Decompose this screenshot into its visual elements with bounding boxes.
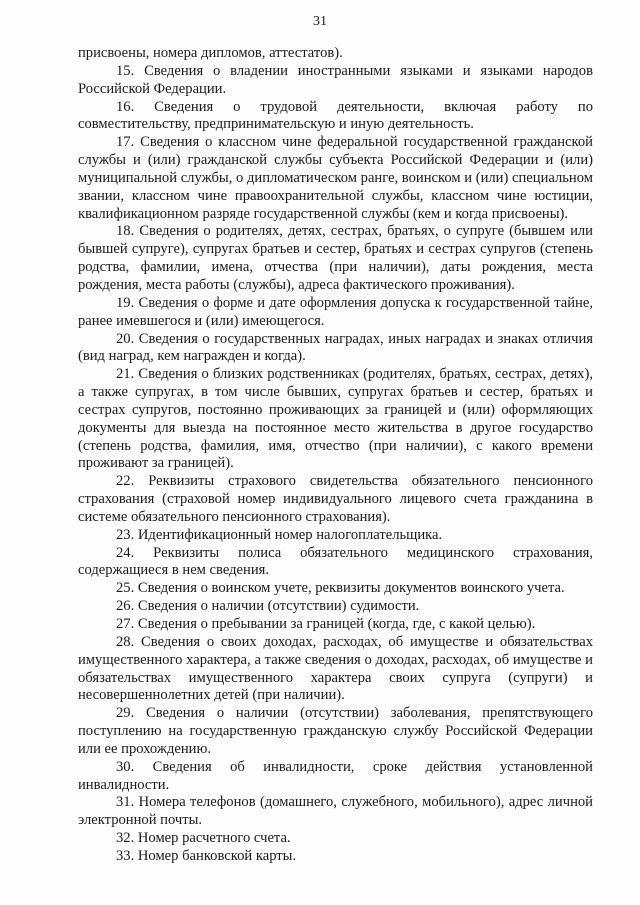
paragraph-item-26: 26. Сведения о наличии (отсутствии) судимости. xyxy=(116,598,420,615)
paragraph-item-31: 31. Номера телефонов (домашнего, служебного, мобильного), адрес личной электронной почты. xyxy=(78,794,593,829)
paragraph-item-24: 24. Реквизиты полиса обязательного медицинского страхования, содержащиеся в нем сведения. xyxy=(78,544,593,579)
paragraph-item-15: 15. Сведения о владении иностранными языками и языками народов Российской Федерации. xyxy=(78,62,593,97)
paragraph-item-28: 28. Сведения о своих доходах, расходах, об имуществе и обязательствах имущественного характера, а также сведения о доходах, расходах, об имуществе и обязательствах имущественного характера своих супруга (супруги) и несовершеннолетних детей (при наличии). xyxy=(78,633,593,704)
paragraph-item-32: 32. Номер расчетного счета. xyxy=(116,830,291,847)
page-number: 31 xyxy=(313,14,327,29)
paragraph-item-17: 17. Сведения о классном чине федеральной государственной гражданской службы и (или) гражданской службы субъекта Российской Федерации и (или) муниципальной службы, о дипломатическом ранге, воинском и (или) специальном звании, классном чине правоохранительной службы, классном чине юстиции, квалификационном разряде государственной службы (кем и когда присвоены). xyxy=(78,134,593,222)
paragraph-item-27: 27. Сведения о пребывании за границей (когда, где, с какой целью). xyxy=(116,616,536,632)
paragraph-item-19: 19. Сведения о форме и дате оформления допуска к государственной тайне, ранее имевшегося и (или) имеющегося. xyxy=(78,294,593,329)
document-body xyxy=(78,45,593,866)
paragraph-item-16: 16. Сведения о трудовой деятельности, включая работу по совместительству, предпринимательскую и иную деятельность. xyxy=(78,98,593,133)
paragraph-continuation: присвоены, номера дипломов, аттестатов). xyxy=(78,45,343,61)
paragraph-item-22: 22. Реквизиты страхового свидетельства обязательного пенсионного страхования (страховой номер индивидуального лицевого счета гражданина в системе обязательного пенсионного страхования). xyxy=(78,473,593,525)
paragraph-item-23: 23. Идентификационный номер налогоплательщика. xyxy=(116,526,443,543)
paragraph-item-30: 30. Сведения об инвалидности, сроке действия установленной инвалидности. xyxy=(78,758,593,793)
paragraph-item-18: 18. Сведения о родителях, детях, сестрах, братьях, о супруге (бывшем или бывшей супруге), супругах братьев и сестер, братьях и сестрах супругов (степень родства, фамилии, имена, отчества (при наличии), даты рождения, места рождения, места работы (службы), адреса фактического проживания). xyxy=(78,223,593,293)
paragraph-item-20: 20. Сведения о государственных наградах, иных наградах и знаках отличия (вид наград, кем награжден и когда). xyxy=(78,330,593,365)
paragraph-item-25: 25. Сведения о воинском учете, реквизиты документов воинского учета. xyxy=(116,580,565,597)
paragraph-item-21: 21. Сведения о близких родственниках (родителях, братьях, сестрах, детях), а также супругах, в том числе бывших, супругах братьев и сестер, братьях и сестрах супругов, постоянно проживающих за границей и (или) оформляющих документы для выезда на постоянное место жительства в другое государство (степень родства, фамилия, имя, отчество (при наличии), с какого времени проживают за границей). xyxy=(78,366,593,472)
paragraph-item-33: 33. Номер банковской карты. xyxy=(116,847,297,864)
paragraph-item-29: 29. Сведения о наличии (отсутствии) заболевания, препятствующего поступлению на государственную гражданскую службу Российской Федерации или ее прохождению. xyxy=(78,705,593,757)
